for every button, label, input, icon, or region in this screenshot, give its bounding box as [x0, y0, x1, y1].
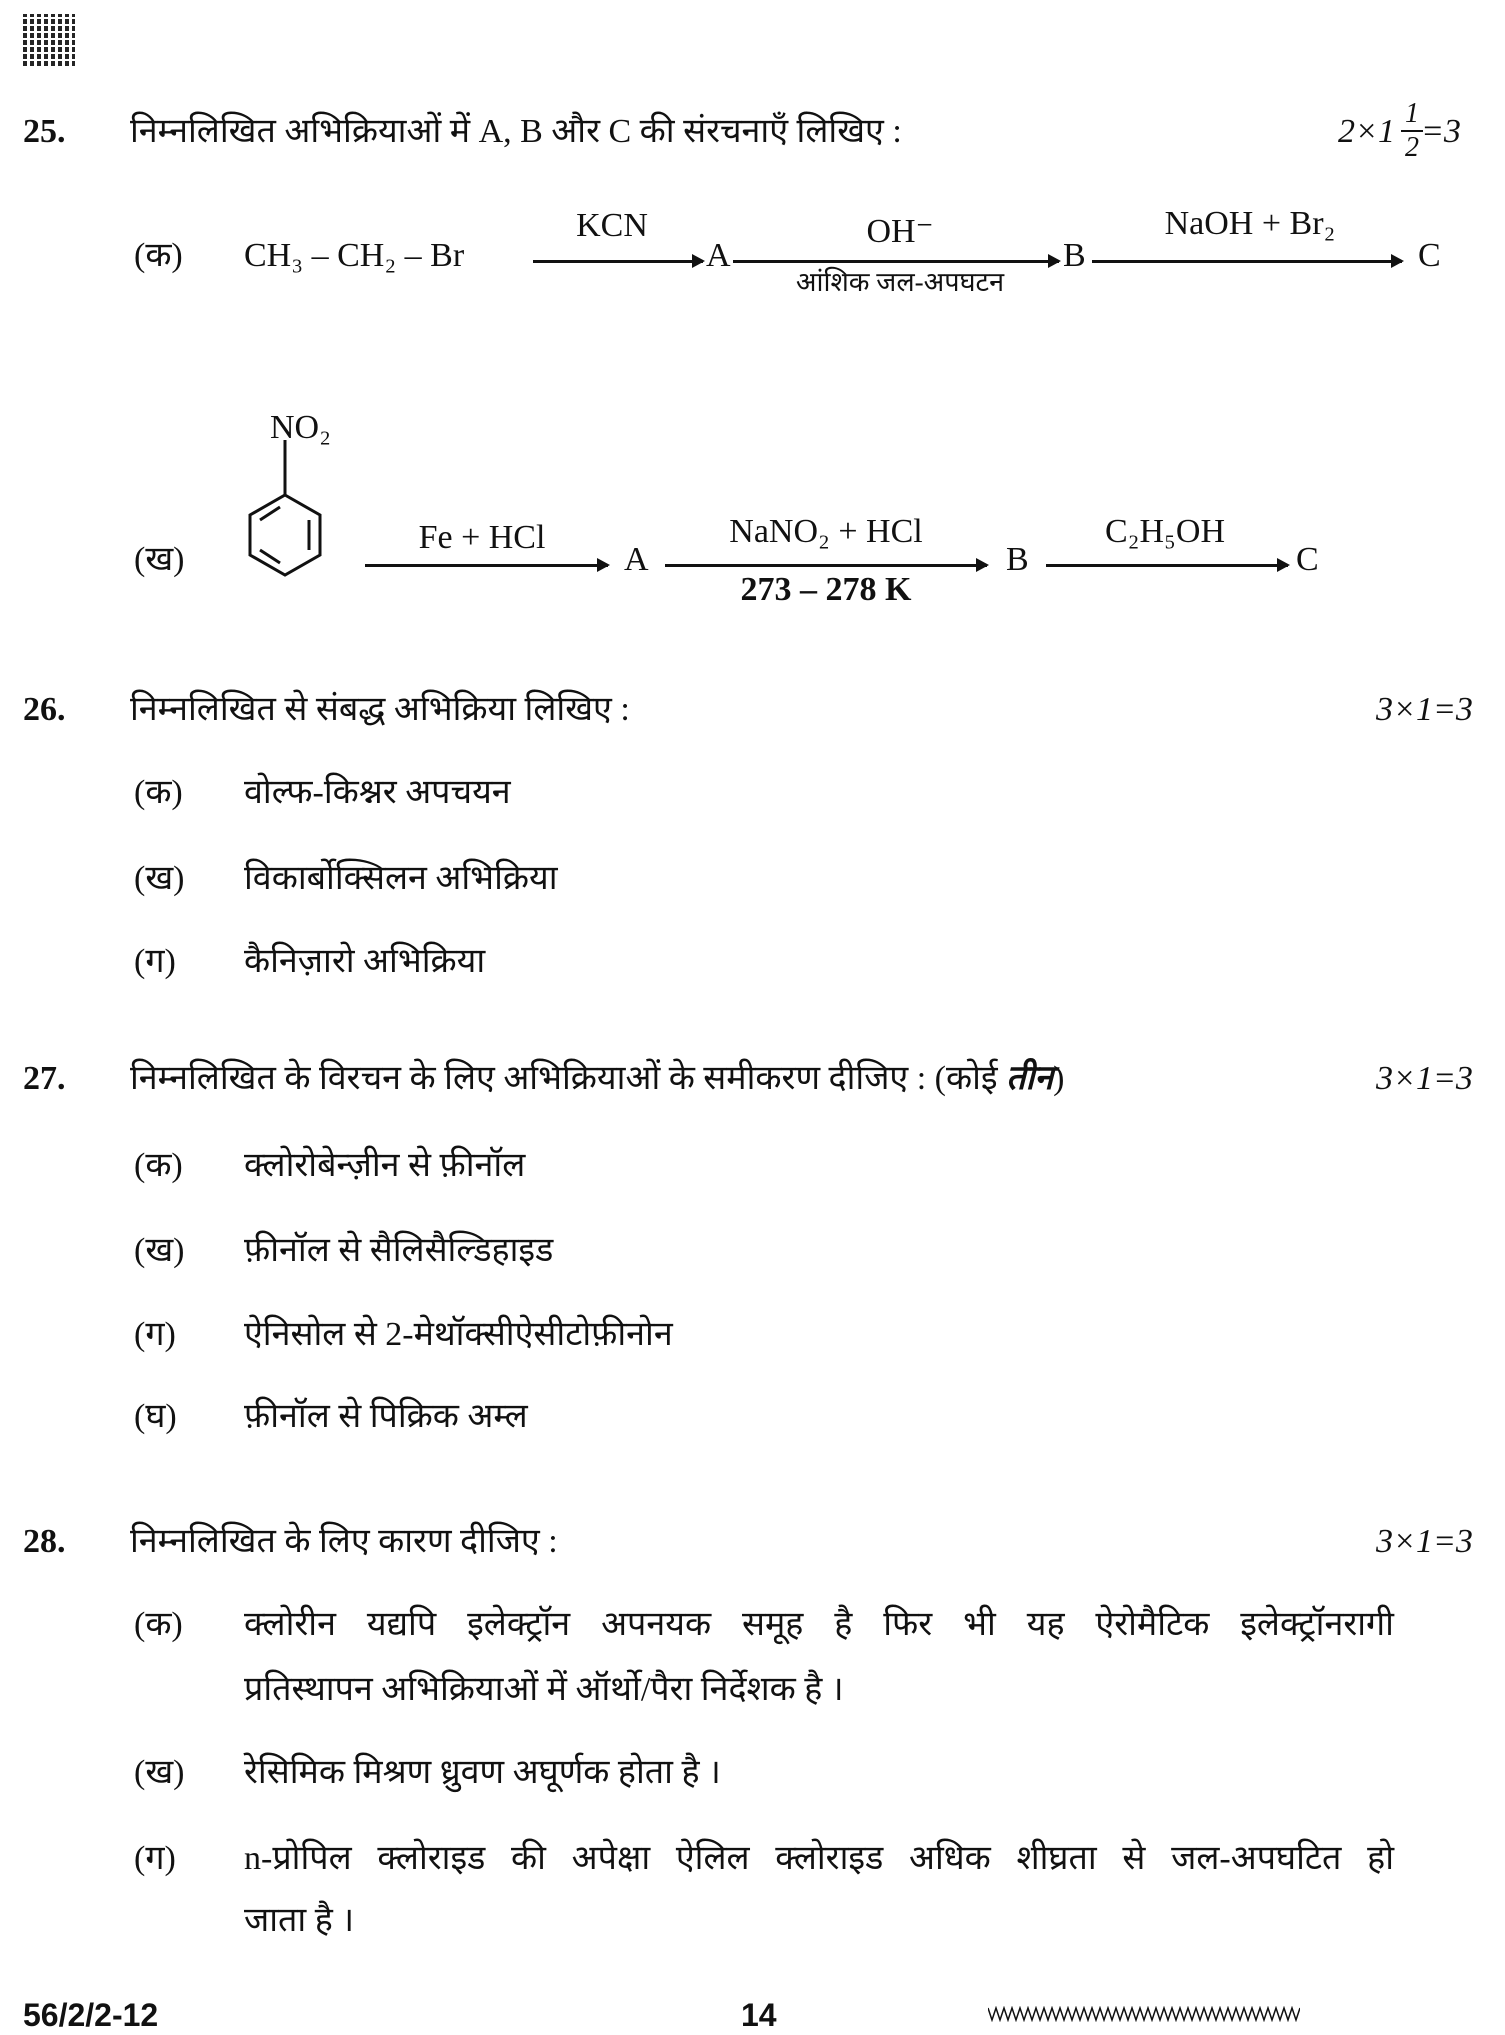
- nitro-group: NO₂: [270, 409, 331, 446]
- reaction-arrow: [1046, 564, 1288, 567]
- item-label: (ख): [134, 860, 185, 897]
- item-label: (क): [134, 1147, 183, 1184]
- item-label: (ख): [134, 1754, 185, 1791]
- question-number-28: 28.: [23, 1523, 66, 1560]
- product-b: B: [1063, 237, 1086, 274]
- question-28-marks: 3×1=3: [1376, 1523, 1473, 1560]
- reaction-arrow: [533, 260, 703, 263]
- item-label: (ख): [134, 1232, 185, 1269]
- product-a: A: [706, 237, 731, 274]
- fraction-numerator: 1: [1405, 98, 1419, 129]
- item-label: (क): [134, 774, 183, 811]
- reaction-arrow: [665, 564, 987, 567]
- question-number-25: 25.: [23, 113, 66, 150]
- marks-fraction: [1401, 100, 1423, 162]
- question-26-marks: 3×1=3: [1376, 691, 1473, 728]
- page-number: 14: [741, 1997, 777, 2033]
- fraction-denominator: 2: [1405, 132, 1419, 163]
- item-text: रेसिमिक मिश्रण ध्रुवण अघूर्णक होता है ।: [244, 1754, 721, 1791]
- part-label: (ख): [134, 541, 185, 578]
- question-26-text: निम्नलिखित से संबद्ध अभिक्रिया लिखिए :: [130, 691, 630, 728]
- question-28-text: निम्नलिखित के लिए कारण दीजिए :: [130, 1523, 558, 1560]
- item-text: क्लोरीन यद्यपि इलेक्ट्रॉन अपनयक समूह है फिर भी यह ऐरोमैटिक इलेक्ट्रॉनरागी: [244, 1606, 1394, 1643]
- text: निम्नलिखित के विरचन के लिए अभिक्रियाओं के समीकरण दीजिए : (कोई: [130, 1060, 1007, 1097]
- qr-code: [23, 14, 75, 66]
- reaction-arrow: [733, 260, 1059, 263]
- item-label: (ग): [134, 1840, 176, 1877]
- emphasis: तीन: [1006, 1060, 1054, 1097]
- reagent-above: C₂H₅OH: [1104, 513, 1226, 550]
- question-25-marks: [1338, 112, 1461, 152]
- item-text: वोल्फ-किश्नर अपचयन: [244, 774, 511, 811]
- product-b: B: [1006, 541, 1029, 578]
- paper-code: 56/2/2-12: [23, 1997, 159, 2033]
- item-text: फ़ीनॉल से सैलिसैल्डिहाइड: [244, 1232, 554, 1269]
- marks-prefix: 2×1: [1338, 113, 1395, 150]
- item-text: ऐनिसोल से 2-मेथॉक्सीऐसीटोफ़ीनोन: [244, 1316, 673, 1353]
- item-text: फ़ीनॉल से पिक्रिक अम्ल: [244, 1398, 528, 1435]
- marks-suffix: =3: [1420, 113, 1461, 150]
- wavy-line-decoration: [988, 2006, 1300, 2022]
- item-label: (ग): [134, 943, 176, 980]
- item-text: क्लोरोबेन्ज़ीन से फ़ीनॉल: [244, 1147, 526, 1184]
- question-25-text: निम्नलिखित अभिक्रियाओं में A, B और C की संरचनाएँ लिखिए :: [130, 113, 902, 150]
- question-27-marks: 3×1=3: [1376, 1060, 1473, 1097]
- condition-below: आंशिक जल-अपघटन: [795, 267, 1005, 297]
- text-end: ): [1053, 1060, 1065, 1097]
- reagent-above: NaOH + Br₂: [1164, 205, 1336, 242]
- reaction-arrow: [1092, 260, 1402, 263]
- question-number-26: 26.: [23, 691, 66, 728]
- reaction-arrow: [365, 564, 608, 567]
- product-c: C: [1418, 237, 1441, 274]
- benzene-ring-icon: [235, 440, 335, 590]
- item-text-continued: जाता है ।: [244, 1902, 355, 1939]
- reactant: CH₃ – CH₂ – Br: [244, 237, 465, 274]
- item-label: (ग): [134, 1316, 176, 1353]
- item-text: कैनिज़ारो अभिक्रिया: [244, 943, 486, 980]
- reagent-above: Fe + HCl: [418, 519, 546, 556]
- item-label: (क): [134, 1606, 183, 1643]
- reagent-above: NaNO₂ + HCl: [729, 513, 923, 550]
- part-label: (क): [134, 237, 183, 274]
- reagent-above: KCN: [576, 207, 648, 244]
- item-text: n-प्रोपिल क्लोराइड की अपेक्षा ऐलिल क्लोराइड अधिक शीघ्रता से जल-अपघटित हो: [244, 1840, 1394, 1877]
- item-label: (घ): [134, 1398, 177, 1435]
- question-27-text: [130, 1059, 1065, 1099]
- product-a: A: [624, 541, 649, 578]
- item-text: विकार्बोक्सिलन अभिक्रिया: [244, 860, 558, 897]
- item-text-continued: प्रतिस्थापन अभिक्रियाओं में ऑर्थो/पैरा निर्देशक है ।: [244, 1671, 844, 1708]
- question-number-27: 27.: [23, 1060, 66, 1097]
- condition-below: 273 – 278 K: [740, 571, 912, 608]
- product-c: C: [1296, 541, 1319, 578]
- reagent-above: OH⁻: [866, 213, 934, 250]
